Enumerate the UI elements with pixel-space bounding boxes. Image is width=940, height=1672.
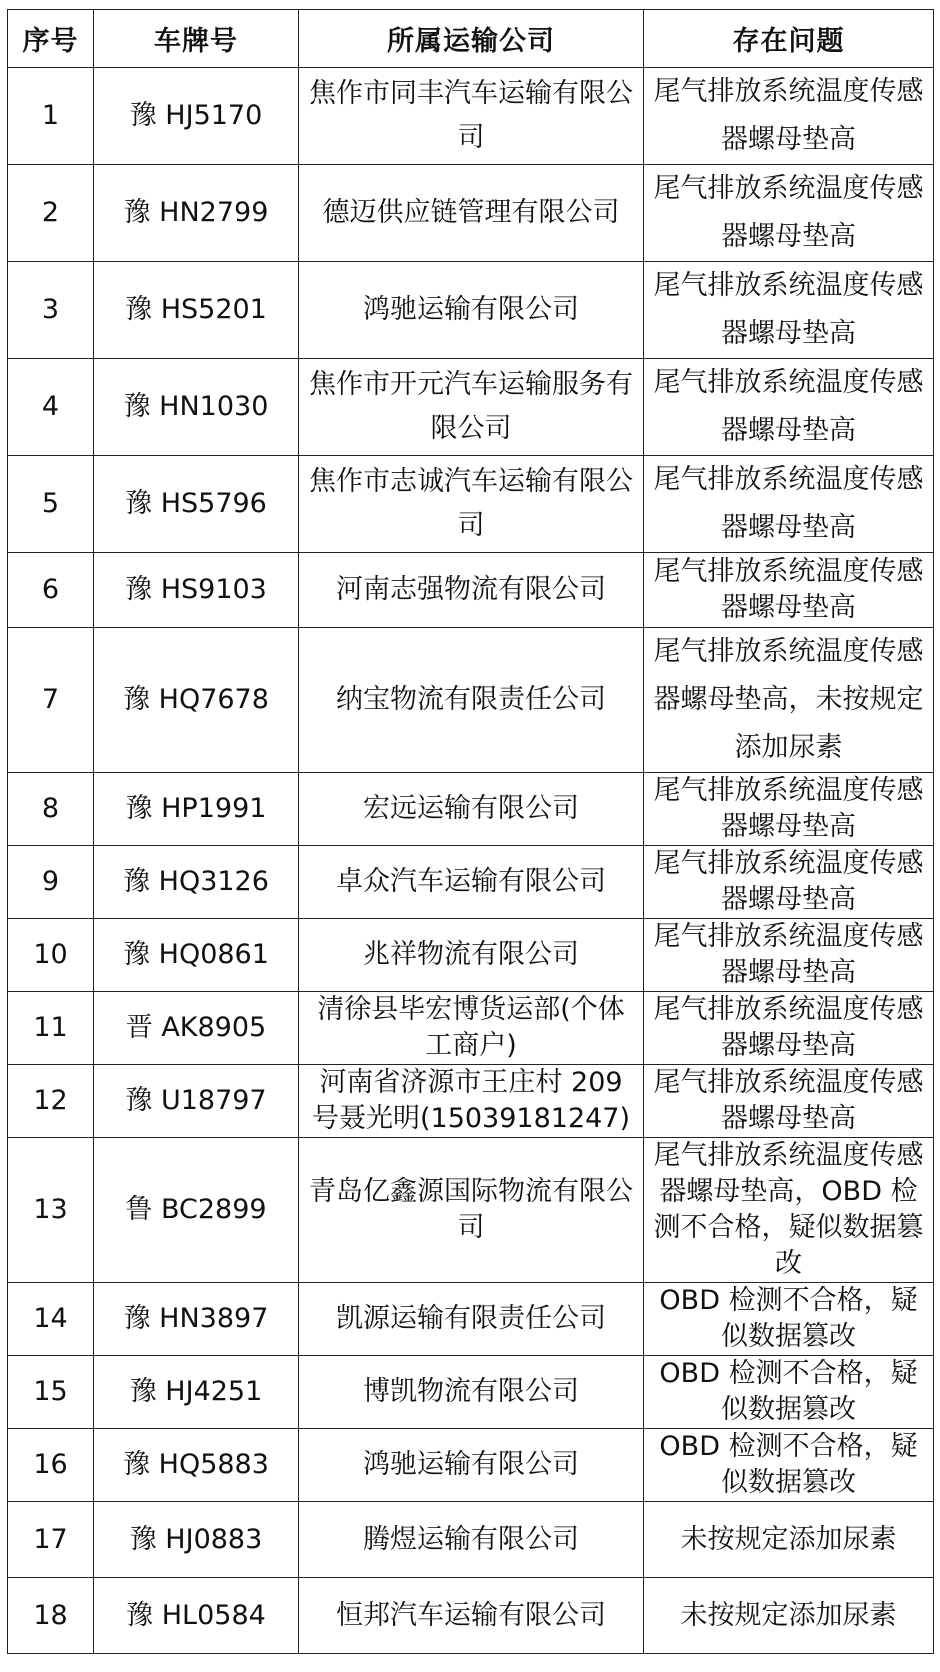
row-plate: 鲁 BC2899 xyxy=(94,1138,299,1283)
row-index: 8 xyxy=(8,773,94,846)
row-plate: 豫 U18797 xyxy=(94,1065,299,1138)
table-row xyxy=(8,628,934,773)
row-company: 河南省济源市王庄村 209 号聂光明(15039181247) xyxy=(299,1065,644,1138)
table-row xyxy=(8,456,934,553)
row-index: 10 xyxy=(8,919,94,992)
header-company: 所属运输公司 xyxy=(299,10,644,68)
row-index: 17 xyxy=(8,1502,94,1578)
table-row xyxy=(8,1429,934,1502)
table-row xyxy=(8,1578,934,1654)
row-index: 6 xyxy=(8,553,94,628)
row-plate: 豫 HJ0883 xyxy=(94,1502,299,1578)
header-row xyxy=(8,10,934,68)
row-plate: 豫 HQ0861 xyxy=(94,919,299,992)
table-row xyxy=(8,359,934,456)
table-row xyxy=(8,773,934,846)
row-plate: 豫 HQ5883 xyxy=(94,1429,299,1502)
row-index: 11 xyxy=(8,992,94,1065)
row-index: 13 xyxy=(8,1138,94,1283)
table-row xyxy=(8,1065,934,1138)
row-issue: 尾气排放系统温度传感器螺母垫高 xyxy=(644,846,934,919)
row-issue: OBD 检测不合格，疑似数据篡改 xyxy=(644,1429,934,1502)
table-row xyxy=(8,919,934,992)
row-issue: 尾气排放系统温度传感器螺母垫高 xyxy=(644,68,934,165)
row-plate: 豫 HQ3126 xyxy=(94,846,299,919)
row-company: 焦作市开元汽车运输服务有限公司 xyxy=(299,359,644,456)
row-index: 14 xyxy=(8,1283,94,1356)
row-index: 16 xyxy=(8,1429,94,1502)
row-company: 纳宝物流有限责任公司 xyxy=(299,628,644,773)
header-plate: 车牌号 xyxy=(94,10,299,68)
row-index: 4 xyxy=(8,359,94,456)
row-issue: 尾气排放系统温度传感器螺母垫高 xyxy=(644,553,934,628)
row-plate: 豫 HJ4251 xyxy=(94,1356,299,1429)
vehicle-issue-table xyxy=(7,9,934,1654)
row-issue: OBD 检测不合格，疑似数据篡改 xyxy=(644,1356,934,1429)
row-issue: 尾气排放系统温度传感器螺母垫高 xyxy=(644,165,934,262)
row-index: 12 xyxy=(8,1065,94,1138)
row-company: 清徐县毕宏博货运部(个体工商户) xyxy=(299,992,644,1065)
row-issue: 未按规定添加尿素 xyxy=(644,1502,934,1578)
row-issue: 尾气排放系统温度传感器螺母垫高 xyxy=(644,456,934,553)
row-issue: 尾气排放系统温度传感器螺母垫高，未按规定添加尿素 xyxy=(644,628,934,773)
row-plate: 豫 HQ7678 xyxy=(94,628,299,773)
row-company: 兆祥物流有限公司 xyxy=(299,919,644,992)
row-index: 2 xyxy=(8,165,94,262)
row-plate: 豫 HP1991 xyxy=(94,773,299,846)
row-plate: 豫 HJ5170 xyxy=(94,68,299,165)
row-company: 德迈供应链管理有限公司 xyxy=(299,165,644,262)
row-index: 3 xyxy=(8,262,94,359)
row-company: 焦作市同丰汽车运输有限公司 xyxy=(299,68,644,165)
table-row xyxy=(8,68,934,165)
row-issue: 尾气排放系统温度传感器螺母垫高 xyxy=(644,919,934,992)
row-issue: 尾气排放系统温度传感器螺母垫高 xyxy=(644,359,934,456)
row-company: 宏远运输有限公司 xyxy=(299,773,644,846)
table-row xyxy=(8,992,934,1065)
row-issue: 尾气排放系统温度传感器螺母垫高 xyxy=(644,992,934,1065)
table-row xyxy=(8,165,934,262)
row-plate: 豫 HS5201 xyxy=(94,262,299,359)
row-plate: 豫 HS9103 xyxy=(94,553,299,628)
row-issue: 尾气排放系统温度传感器螺母垫高 xyxy=(644,262,934,359)
header-issue: 存在问题 xyxy=(644,10,934,68)
row-plate: 豫 HN3897 xyxy=(94,1283,299,1356)
table-row xyxy=(8,1283,934,1356)
table-row xyxy=(8,1138,934,1283)
row-index: 9 xyxy=(8,846,94,919)
row-company: 河南志强物流有限公司 xyxy=(299,553,644,628)
row-index: 5 xyxy=(8,456,94,553)
row-company: 卓众汽车运输有限公司 xyxy=(299,846,644,919)
row-plate: 豫 HS5796 xyxy=(94,456,299,553)
row-issue: 未按规定添加尿素 xyxy=(644,1578,934,1654)
row-plate: 豫 HN2799 xyxy=(94,165,299,262)
row-issue: OBD 检测不合格，疑似数据篡改 xyxy=(644,1283,934,1356)
row-index: 18 xyxy=(8,1578,94,1654)
header-index: 序号 xyxy=(8,10,94,68)
row-company: 鸿驰运输有限公司 xyxy=(299,1429,644,1502)
row-plate: 豫 HL0584 xyxy=(94,1578,299,1654)
row-issue: 尾气排放系统温度传感器螺母垫高 xyxy=(644,1065,934,1138)
row-company: 恒邦汽车运输有限公司 xyxy=(299,1578,644,1654)
row-company: 青岛亿鑫源国际物流有限公司 xyxy=(299,1138,644,1283)
row-issue: 尾气排放系统温度传感器螺母垫高 xyxy=(644,773,934,846)
row-company: 焦作市志诚汽车运输有限公司 xyxy=(299,456,644,553)
row-index: 15 xyxy=(8,1356,94,1429)
table-row xyxy=(8,846,934,919)
row-issue: 尾气排放系统温度传感器螺母垫高，OBD 检测不合格，疑似数据篡改 xyxy=(644,1138,934,1283)
row-company: 凯源运输有限责任公司 xyxy=(299,1283,644,1356)
table-row xyxy=(8,262,934,359)
row-index: 7 xyxy=(8,628,94,773)
row-plate: 晋 AK8905 xyxy=(94,992,299,1065)
table-row xyxy=(8,1356,934,1429)
row-index: 1 xyxy=(8,68,94,165)
row-plate: 豫 HN1030 xyxy=(94,359,299,456)
table-row xyxy=(8,553,934,628)
row-company: 腾煜运输有限公司 xyxy=(299,1502,644,1578)
row-company: 博凯物流有限公司 xyxy=(299,1356,644,1429)
row-company: 鸿驰运输有限公司 xyxy=(299,262,644,359)
table-row xyxy=(8,1502,934,1578)
